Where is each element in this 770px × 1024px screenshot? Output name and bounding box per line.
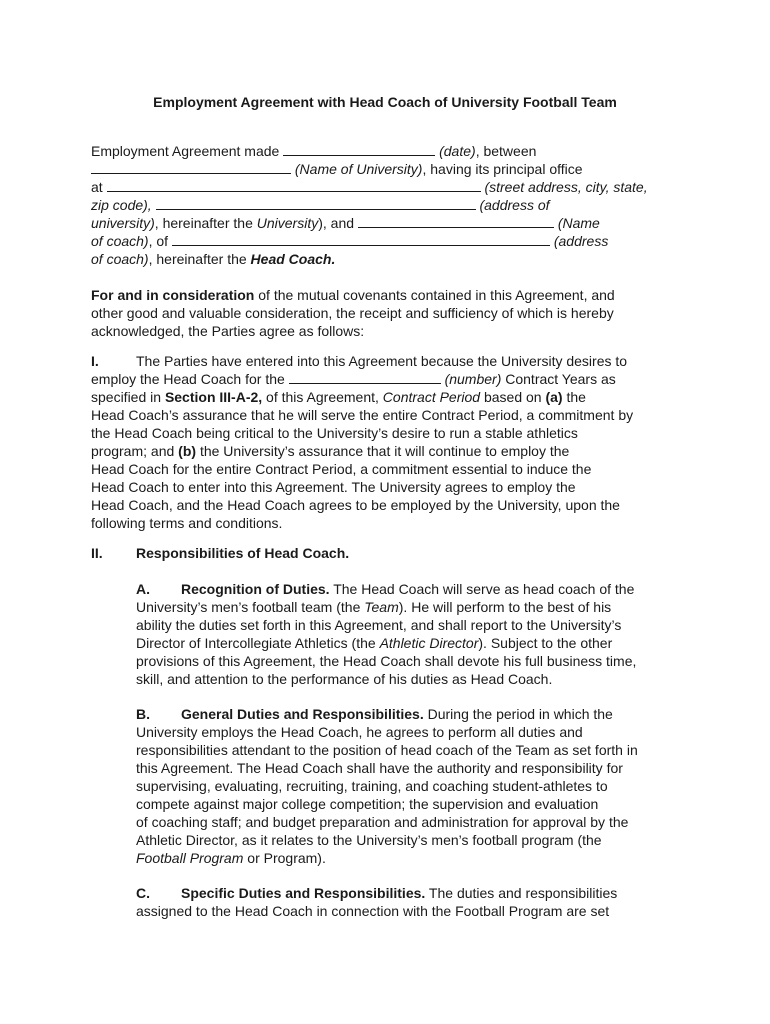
section-2a-line-6: skill, and attention to the performance of his duties as Head Coach. [136, 671, 553, 687]
section-2b-line-1: B. General Duties and Responsibilities. During the period in which the [136, 706, 613, 722]
section-2b-line-8: Athletic Director, as it relates to the University’s men’s football program (the [136, 832, 602, 848]
intro-line-7: of coach), hereinafter the Head Coach. [91, 251, 336, 267]
intro-line-2: (Name of University), having its principal office [91, 160, 583, 178]
consideration-line-2: other good and valuable consideration, the receipt and sufficiency of which is hereby [91, 305, 614, 321]
section-2a-line-1: A. Recognition of Duties. The Head Coach will serve as head coach of the [136, 581, 635, 597]
section-2b-line-7: of coaching staff; and budget preparation and administration for approval by the [136, 814, 629, 830]
section-1-line-2: employ the Head Coach for the (number) Contract Years as [91, 371, 616, 387]
street-address-blank[interactable] [107, 178, 481, 192]
section-1-line-9: Head Coach, and the Head Coach agrees to be employed by the University, upon the [91, 497, 620, 513]
section-2a-line-3: ability the duties set forth in this Agreement, and shall report to the University’s [136, 617, 622, 633]
section-2b-line-4: this Agreement. The Head Coach shall have the authority and responsibility for [136, 760, 623, 776]
section-1-line-6: program; and (b) the University’s assurance that it will continue to employ the [91, 443, 570, 459]
section-2b-line-9: Football Program or Program). [136, 850, 326, 866]
section-1-line-4: Head Coach’s assurance that he will serve the entire Contract Period, a commitment by [91, 407, 634, 423]
coach-address-blank[interactable] [172, 232, 550, 246]
section-2b-line-5: supervising, evaluating, recruiting, training, and coaching student-athletes to [136, 778, 608, 794]
section-2a-line-2: University’s men’s football team (the Team). He will perform to the best of his [136, 599, 612, 615]
university-name-blank[interactable] [91, 160, 291, 174]
section-1-line-7: Head Coach for the entire Contract Period, a commitment essential to induce the [91, 461, 592, 477]
date-blank[interactable] [283, 142, 435, 156]
section-1-line-8: Head Coach to enter into this Agreement. The University agrees to employ the [91, 479, 576, 495]
section-1-line-1: I. The Parties have entered into this Agreement because the University desires to [91, 353, 628, 369]
section-2-heading: II. Responsibilities of Head Coach. [91, 545, 350, 561]
consideration-line-1: For and in consideration of the mutual covenants contained in this Agreement, and [91, 287, 615, 303]
section-2c-letter: C. [136, 885, 150, 901]
intro-line-6: of coach), of (address [91, 233, 609, 249]
section-2a-line-4: Director of Intercollegiate Athletics (the Athletic Director). Subject to the other [136, 635, 613, 651]
section-2a-letter: A. [136, 581, 150, 597]
section-2b-letter: B. [136, 706, 150, 722]
section-2a-line-5: provisions of this Agreement, the Head Coach shall devote his full business time, [136, 653, 637, 669]
section-2b-line-3: responsibilities attendant to the position of head coach of the Team as set forth in [136, 742, 638, 758]
section-1-line-3: specified in Section III-A-2, of this Agreement, Contract Period based on (a) the [91, 389, 586, 405]
coach-name-blank[interactable] [358, 214, 554, 228]
section-1-number: I. [91, 353, 99, 369]
intro-line-5: university), hereinafter the University), and (Name [91, 215, 600, 231]
section-2b-line-6: compete against major college competition; the supervision and evaluation [136, 796, 599, 812]
section-2c-line-1: C. Specific Duties and Responsibilities. The duties and responsibilities [136, 885, 618, 901]
consideration-line-3: acknowledged, the Parties agree as follows: [91, 323, 365, 339]
section-2-number: II. [91, 545, 103, 561]
section-2c-line-2: assigned to the Head Coach in connection with the Football Program are set [136, 903, 610, 919]
intro-line-1: Employment Agreement made (date), between [91, 143, 537, 159]
section-2b-line-2: University employs the Head Coach, he agrees to perform all duties and [136, 724, 583, 740]
contract-years-blank[interactable] [289, 370, 441, 384]
intro-line-4: zip code), (address of [91, 197, 550, 213]
university-address-blank[interactable] [156, 196, 476, 210]
section-1-line-10: following terms and conditions. [91, 515, 283, 531]
intro-line-3: at (street address, city, state, [91, 179, 648, 195]
document-title: Employment Agreement with Head Coach of University Football Team [153, 94, 617, 110]
section-1-line-5: the Head Coach being critical to the University’s desire to run a stable athletics [91, 425, 578, 441]
